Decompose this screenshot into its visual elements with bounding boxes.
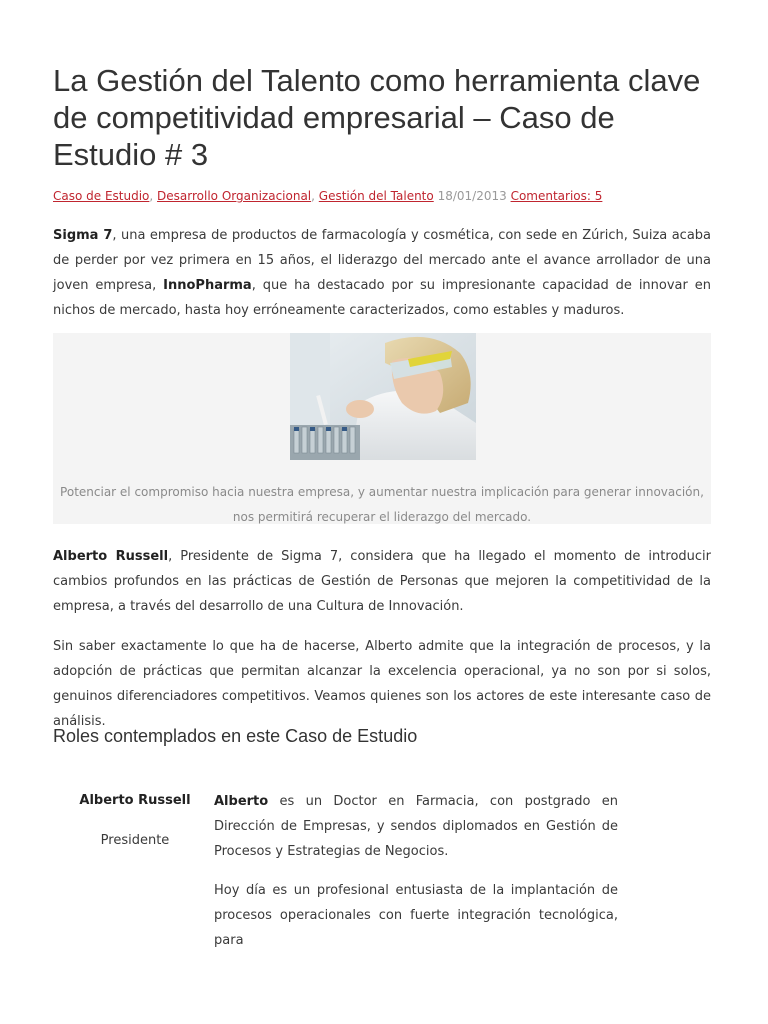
post-date: 18/01/2013 — [437, 189, 507, 203]
roles-heading: Roles contemplados en este Caso de Estudio — [53, 726, 418, 746]
article-figure — [53, 333, 711, 524]
article-meta: Caso de Estudio, Desarrollo Organizacional, Gestión del Talento 18/01/2013 Comentarios: 5 — [53, 189, 603, 203]
article-title: La Gestión del Talento como herramienta clave de competitividad empresarial – Caso de Estudio # 3 — [53, 63, 701, 172]
president-paragraph: Alberto Russell, Presidente de Sigma 7, considera que ha llegado el momento de introducir cambios profundos en las prácticas de Gestión de Personas que mejoren la competitividad de la empresa, a través del desarrollo de una Cultura de Innovación. — [53, 549, 711, 614]
category-link-caso-de-estudio[interactable]: Caso de Estudio — [53, 189, 150, 203]
category-link-desarrollo-organizacional[interactable]: Desarrollo Organizacional — [157, 189, 312, 203]
company-name: Sigma 7 — [53, 228, 113, 243]
role-description: Alberto es un Doctor en Farmacia, con postgrado en Dirección de Empresas, y sendos diplomados en Gestión de Procesos y Estrategias de Negocios. — [214, 794, 618, 859]
intro-paragraph: Sigma 7, una empresa de productos de farmacología y cosmética, con sede en Zúrich, Suiza acaba de perder por vez primera en 15 años, el liderazgo del mercado ante el avance arrollador de una joven empresa, InnoPharma, que ha destacado por su impresionante capacidad de innovar en nichos de mercado, hasta hoy erróneamente caracterizados, como estables y maduros. — [53, 228, 712, 318]
role-description-continued: Hoy día es un profesional entusiasta de la implantación de procesos operacionales con fuerte integración tecnológica, para — [214, 883, 618, 948]
scientist-lab-photo — [290, 333, 476, 460]
category-link-gestion-del-talento[interactable]: Gestión del Talento — [318, 189, 434, 203]
competitor-name: InnoPharma — [163, 278, 252, 293]
president-name: Alberto Russell — [53, 549, 169, 564]
comments-link[interactable]: Comentarios: 5 — [510, 189, 603, 203]
role-name: Alberto Russell — [79, 793, 191, 808]
figure-caption: Potenciar el compromiso hacia nuestra empresa, y aumentar nuestra implicación para generar innovación, nos permitirá recuperar el liderazgo del mercado. — [60, 485, 704, 524]
role-title: Presidente — [100, 833, 170, 848]
analysis-paragraph: Sin saber exactamente lo que ha de hacerse, Alberto admite que la integración de procesos, y la adopción de prácticas que permitan alcanzar la excelencia operacional, ya no son por si solos, genuinos diferenciadores competitivos. Veamos quienes son los actores de este interesante caso de análisis. — [53, 639, 711, 729]
role-desc-name: Alberto — [214, 794, 269, 809]
